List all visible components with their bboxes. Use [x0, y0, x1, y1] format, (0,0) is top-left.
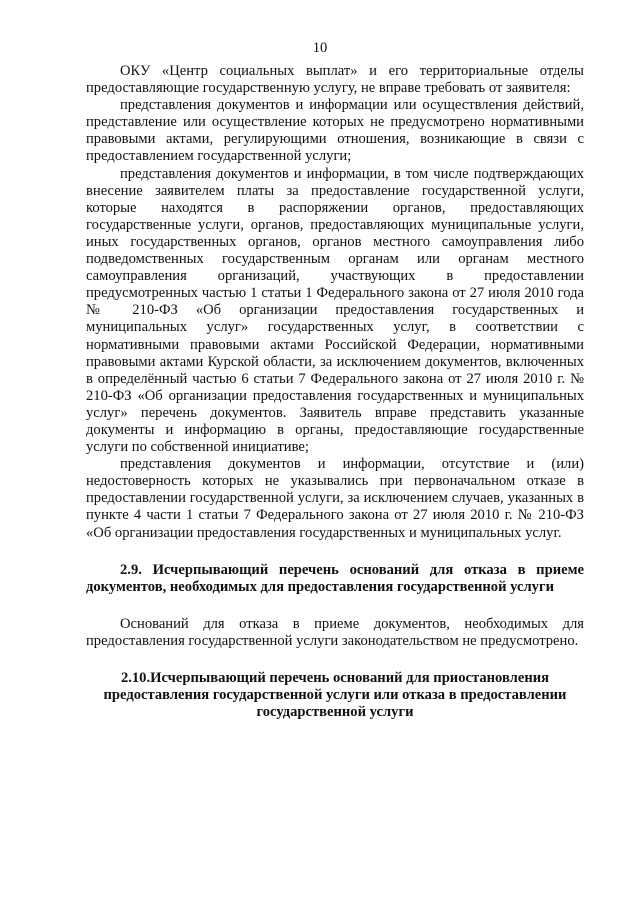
section-2-9-text: Оснований для отказа в приеме документов, необходимых для предоставления государственной услуги законодательством не предусмотрено. [86, 615, 584, 649]
spacer [86, 596, 584, 616]
spacer [86, 542, 584, 562]
paragraph-item-2: представления документов и информации, в том числе подтверждающих внесение заявителем платы за предоставление государственной услуги, которые находятся в распоряжении органов, предоставляющих государственные услуги, органов, предоставляющих муниципальные услуги, иных государственных органов, органов местного самоуправления либо подведомственных государственным органам или органам местного самоуправления организаций, участвующих в предоставлении предусмотренных частью 1 статьи 1 Федерального закона от 27 июля 2010 года № 210-ФЗ «Об организации предоставления государственных и муниципальных услуг» государственных услуг, в соответствии с нормативными правовыми актами Российской Федерации, нормативными правовыми актами Курской области, за исключением документов, включенных в определённый частью 6 статьи 7 Федерального закона от 27 июля 2010 г. № 210-ФЗ «Об организации предоставления государственных и муниципальных услуг» перечень документов. Заявитель вправе представить указанные документы и информацию в органы, предоставляющие государственные услуги по собственной инициативе; [86, 165, 584, 456]
section-2-10-heading: 2.10.Исчерпывающий перечень оснований для приостановления предоставления государственной услуги или отказа в предоставлении государственной услуги [103, 670, 567, 721]
section-2-9-heading: 2.9. Исчерпывающий перечень оснований для отказа в приеме документов, необходимых для предоставления государственной услуги [86, 561, 584, 595]
page-content [86, 63, 584, 721]
spacer [86, 650, 584, 670]
paragraph-intro: ОКУ «Центр социальных выплат» и его территориальные отделы предоставляющие государственную услугу, не вправе требовать от заявителя: [86, 63, 584, 97]
paragraph-item-1: представления документов и информации или осуществления действий, представление или осуществление которых не предусмотрено нормативными правовыми актами, регулирующими отношения, возникающие в связи с предоставлением государственной услуги; [86, 97, 584, 165]
page-number: 10 [312, 40, 328, 56]
paragraph-item-3: представления документов и информации, отсутствие и (или) недостоверность которых не указывались при первоначальном отказе в предоставлении государственной услуги, за исключением случаев, указанных в пункте 4 части 1 статьи 7 Федерального закона от 27 июля 2010 г. № 210-ФЗ «Об организации предоставления государственных и муниципальных услуг. [86, 456, 584, 541]
